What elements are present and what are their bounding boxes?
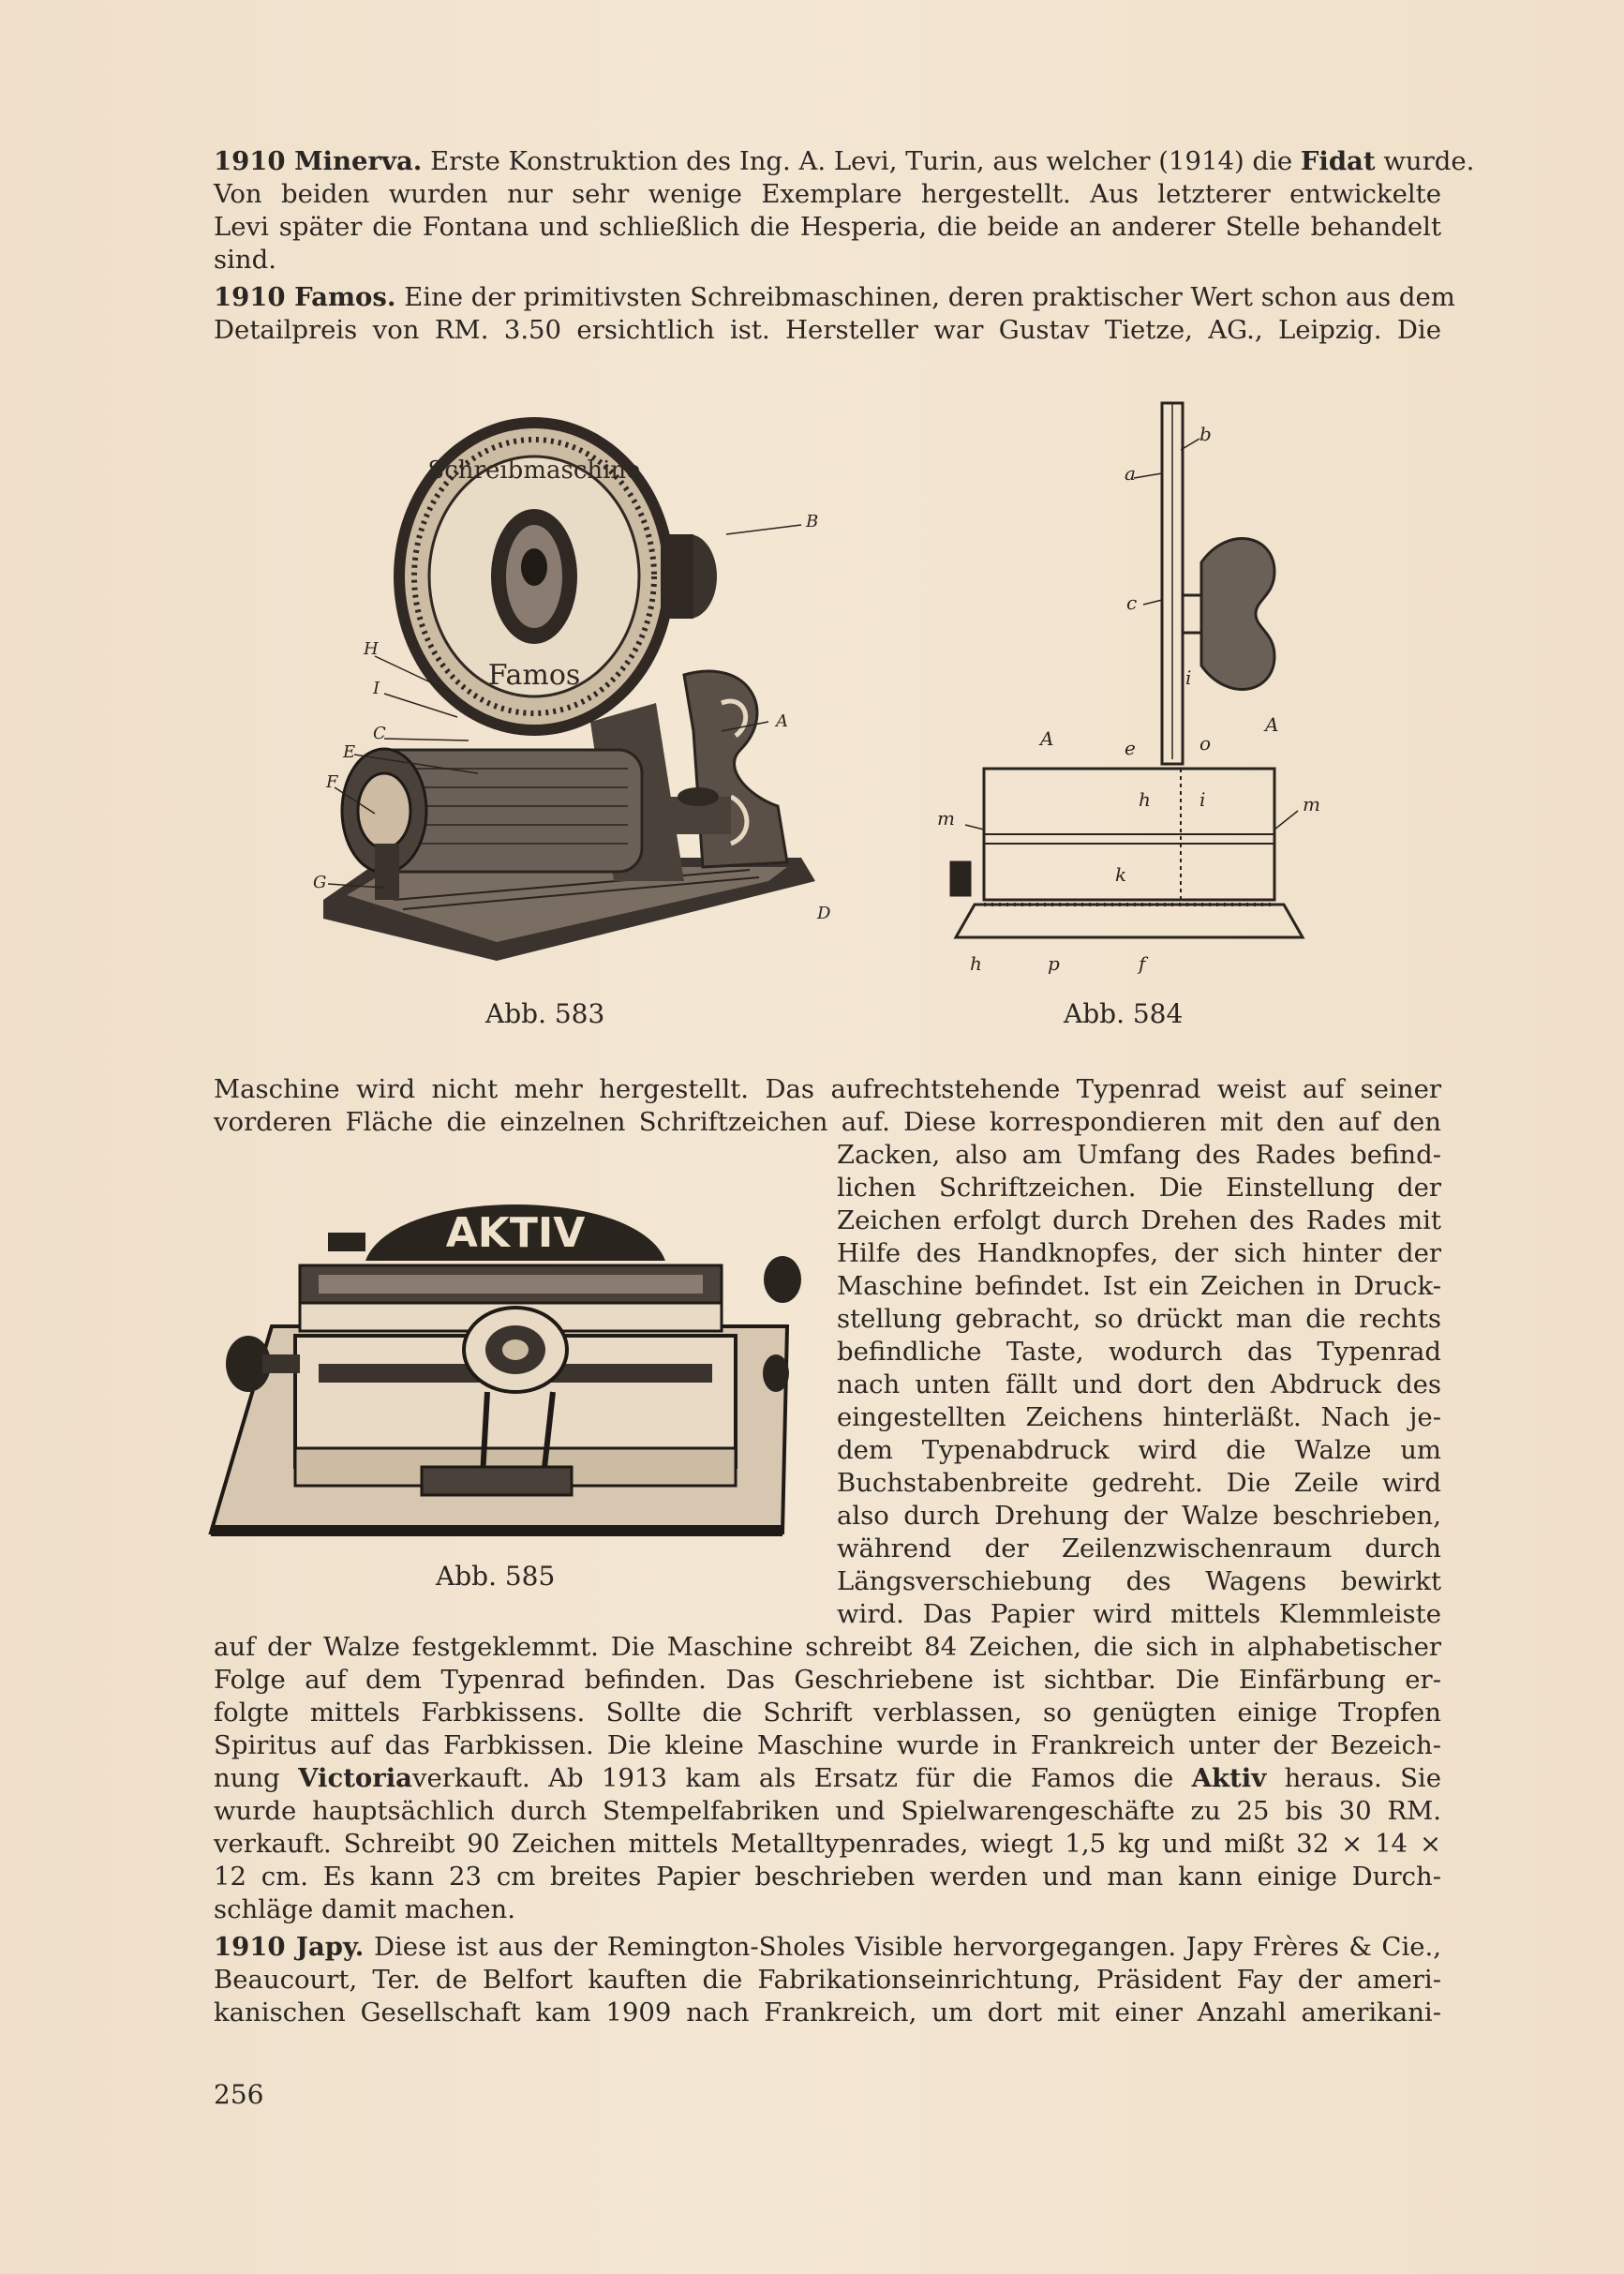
- aktiv-machine-illustration: [206, 1176, 806, 1542]
- text-line: Maschine befindet. Ist ein Zeichen in Druck-: [837, 1271, 1441, 1301]
- text-line: Detailpreis von RM. 3.50 ersichtlich ist. Hersteller war Gustav Tietze, AG., Leipzig. Die: [214, 315, 1441, 345]
- text-line: Hilfe des Handknopfes, der sich hinter der: [837, 1238, 1441, 1268]
- label-b: b: [1199, 423, 1212, 445]
- text-span: wurde.: [1375, 146, 1475, 176]
- text-line: während der Zeilenzwischenraum durch: [837, 1533, 1441, 1563]
- text-line: sind.: [214, 245, 276, 275]
- text-span: nung: [214, 1763, 299, 1793]
- figure-584-caption: Abb. 584: [1064, 998, 1184, 1029]
- text-line: Spiritus auf das Farbkissen. Die kleine Maschine wurde in Frankreich unter der Bezeich-: [214, 1730, 1441, 1760]
- label-a: A: [776, 711, 788, 731]
- page-number: 256: [214, 2079, 264, 2110]
- text-line: Längsverschiebung des Wagens bewirkt: [837, 1566, 1441, 1596]
- figure-585-caption: Abb. 585: [436, 1561, 556, 1592]
- text-span: Eine der primitivsten Schreibmaschinen, deren praktischer Wert schon aus dem: [395, 282, 1455, 312]
- text-line: Levi später die Fontana und schließlich die Hesperia, die beide an anderer Stelle behandelt: [214, 212, 1441, 242]
- label-m-left: m: [937, 807, 955, 830]
- label-i: i: [1185, 666, 1192, 689]
- text-line: [214, 145, 1475, 177]
- label-i: I: [373, 679, 380, 698]
- figure-584: [928, 384, 1340, 984]
- label-d: D: [817, 904, 831, 923]
- text-line: folgte mittels Farbkissens. Sollte die Schrift verblassen, so genügten einige Tropfen: [214, 1698, 1441, 1728]
- label-h: h: [1139, 788, 1151, 811]
- text-line: 12 cm. Es kann 23 cm breites Papier beschrieben werden und man kann einige Durch-: [214, 1862, 1441, 1892]
- label-p: p: [1048, 952, 1060, 975]
- text-line: auf der Walze festgeklemmt. Die Maschine schreibt 84 Zeichen, die sich in alphabetischer: [214, 1632, 1441, 1662]
- figure-583-caption: Abb. 583: [485, 998, 605, 1029]
- label-c: c: [1126, 591, 1138, 614]
- wheel-brand: Famos: [487, 659, 581, 692]
- figure-585: [206, 1176, 806, 1542]
- text-line: Zacken, also am Umfang des Rades befind-: [837, 1140, 1441, 1170]
- text-line: nach unten fällt und dort den Abdruck des: [837, 1369, 1441, 1399]
- text-line: wird. Das Papier wird mittels Klemmleiste: [837, 1599, 1441, 1629]
- term-aktiv: Aktiv: [1191, 1763, 1267, 1793]
- figure-583: [281, 356, 843, 984]
- entry-heading: 1910 Japy.: [214, 1932, 365, 1962]
- label-f: f: [1139, 952, 1146, 975]
- label-h: H: [364, 639, 379, 659]
- text-line: Maschine wird nicht mehr hergestellt. Das aufrechtstehende Typenrad weist auf seiner: [214, 1074, 1441, 1104]
- text-line: [214, 281, 1455, 313]
- famos-cross-section-diagram: [928, 384, 1340, 984]
- text-line: Beaucourt, Ter. de Belfort kauften die Fabrikationseinrichtung, Präsident Fay der ameri-: [214, 1965, 1441, 1995]
- label-e: e: [1125, 737, 1136, 759]
- text-span: heraus. Sie: [1266, 1763, 1442, 1793]
- label-g: G: [313, 873, 327, 892]
- text-line: Folge auf dem Typenrad befinden. Das Geschriebene ist sichtbar. Die Einfärbung er-: [214, 1665, 1441, 1695]
- text-line: also durch Drehung der Walze beschrieben,: [837, 1501, 1441, 1531]
- text-span: Diese ist aus der Remington-Sholes Visible hervorgegangen. Japy Frères & Cie.,: [364, 1932, 1441, 1962]
- text-line: Von beiden wurden nur sehr wenige Exemplare hergestellt. Aus letzterer entwickelte: [214, 179, 1441, 209]
- label-m-right: m: [1303, 793, 1320, 815]
- text-line: befindliche Taste, wodurch das Typenrad: [837, 1337, 1441, 1367]
- term-victoria: Victoria: [298, 1763, 412, 1793]
- text-line: wurde hauptsächlich durch Stempelfabriken und Spielwarengeschäfte zu 25 bis 30 RM.: [214, 1796, 1441, 1826]
- label-f: F: [326, 772, 338, 792]
- term-fidat: Fidat: [1300, 146, 1376, 176]
- text-line: Buchstabenbreite gedreht. Die Zeile wird: [837, 1468, 1441, 1498]
- text-line: kanischen Gesellschaft kam 1909 nach Frankreich, um dort mit einer Anzahl amerikani-: [214, 1997, 1441, 2027]
- text-line: stellung gebracht, so drückt man die rechts: [837, 1304, 1441, 1334]
- text-line: schläge damit machen.: [214, 1894, 516, 1924]
- label-a: a: [1125, 462, 1136, 485]
- entry-heading: 1910 Famos.: [214, 282, 396, 312]
- wheel-inscription: Schreibmaschine: [427, 456, 641, 485]
- label-h-base: h: [970, 952, 982, 975]
- text-line: Zeichen erfolgt durch Drehen des Rades mit: [837, 1205, 1441, 1235]
- label-a-left: A: [1040, 727, 1054, 750]
- entry-heading: 1910 Minerva.: [214, 146, 423, 176]
- text-line: vorderen Fläche die einzelnen Schriftzeichen auf. Diese korrespondieren mit den auf den: [214, 1107, 1441, 1137]
- text-line: [214, 1931, 1441, 1963]
- label-b: B: [806, 512, 819, 531]
- famos-machine-illustration: [281, 356, 843, 984]
- label-e: E: [343, 742, 356, 762]
- text-line: verkauft. Schreibt 90 Zeichen mittels Metalltypenrades, wiegt 1,5 kg und mißt 32 × 14 ×: [214, 1829, 1441, 1859]
- label-c: C: [373, 724, 386, 743]
- text-line: lichen Schriftzeichen. Die Einstellung der: [837, 1173, 1441, 1203]
- text-span: verkauft. Ab 1913 kam als Ersatz für die Famos die: [412, 1763, 1192, 1793]
- label-k: k: [1115, 863, 1127, 886]
- text-span: Erste Konstruktion des Ing. A. Levi, Turin, aus welcher (1914) die: [422, 146, 1301, 176]
- aktiv-brand: AKTIV: [445, 1209, 586, 1257]
- label-o: o: [1199, 732, 1212, 755]
- text-line: eingestellten Zeichens hinterläßt. Nach je-: [837, 1402, 1441, 1432]
- label-i-lower: i: [1199, 788, 1206, 811]
- label-a-right: A: [1265, 713, 1279, 736]
- text-line: [214, 1762, 1441, 1794]
- text-line: dem Typenabdruck wird die Walze um: [837, 1435, 1441, 1465]
